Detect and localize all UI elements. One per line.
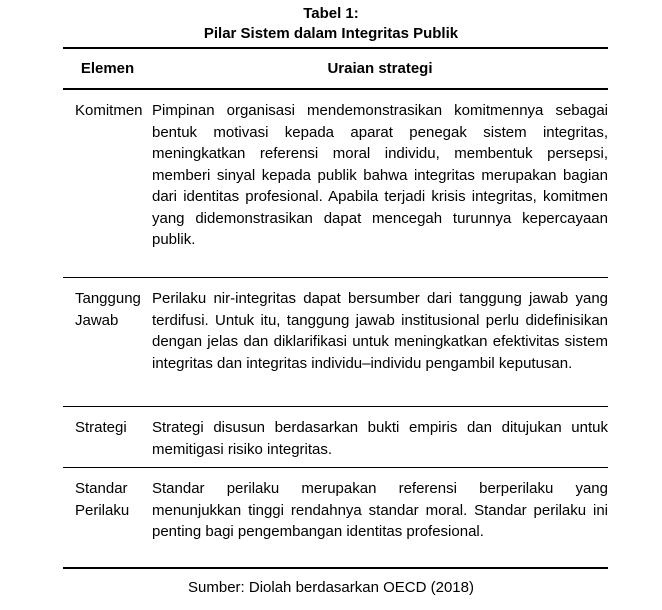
table-source-note: Sumber: Diolah berdasarkan OECD (2018) [188, 579, 474, 596]
row-uraian-cell: Standar perilaku merupakan referensi berperilaku yang menunjukkan tinggi rendahnya standar moral. Standar perilaku ini penting bagi pengembangan identitas profesional. [152, 480, 608, 540]
row-uraian-cell: Strategi disusun berdasarkan bukti empiris dan ditujukan untuk memitigasi risiko integritas. [152, 419, 608, 458]
table-row [63, 278, 608, 407]
row-elemen-cell: Standar Perilaku [75, 480, 130, 519]
row-elemen-cell: Strategi [75, 419, 127, 436]
data-table [63, 47, 608, 569]
table-row [63, 407, 608, 468]
table-title-text: Pilar Sistem dalam Integritas Publik [203, 25, 459, 42]
row-uraian-cell: Perilaku nir-integritas dapat bersumber dari tanggung jawab yang terdifusi. Untuk itu, tanggung jawab institusional perlu didefinisikan dengan jelas dan diklarifikasi untuk meningkatkan efektivitas sistem integritas dan integritas individu–individu pengambil keputusan. [152, 290, 608, 372]
table-row [63, 90, 608, 278]
table-title [0, 4, 662, 44]
column-header-uraian-strategi: Uraian strategi [327, 60, 433, 77]
table-title-number: Tabel 1: [303, 5, 359, 22]
row-elemen-cell: Tanggung Jawab [75, 290, 141, 329]
column-header-elemen: Elemen [80, 60, 135, 77]
row-uraian-cell: Pimpinan organisasi mendemonstrasikan komitmennya sebagai bentuk motivasi kepada aparat penegak sistem integritas, meningkatkan referensi moral individu, membentuk persepsi, memberi sinyal kepada publik bahwa integritas merupakan bagian dari identitas profesional. Apabila terjadi krisis integritas, komitmen yang didemonstrasikan dapat mencegah turunnya kepercayaan publik. [152, 102, 608, 248]
row-elemen-cell: Komitmen [75, 102, 143, 119]
table-row [63, 468, 608, 569]
table-header-row [63, 49, 608, 90]
